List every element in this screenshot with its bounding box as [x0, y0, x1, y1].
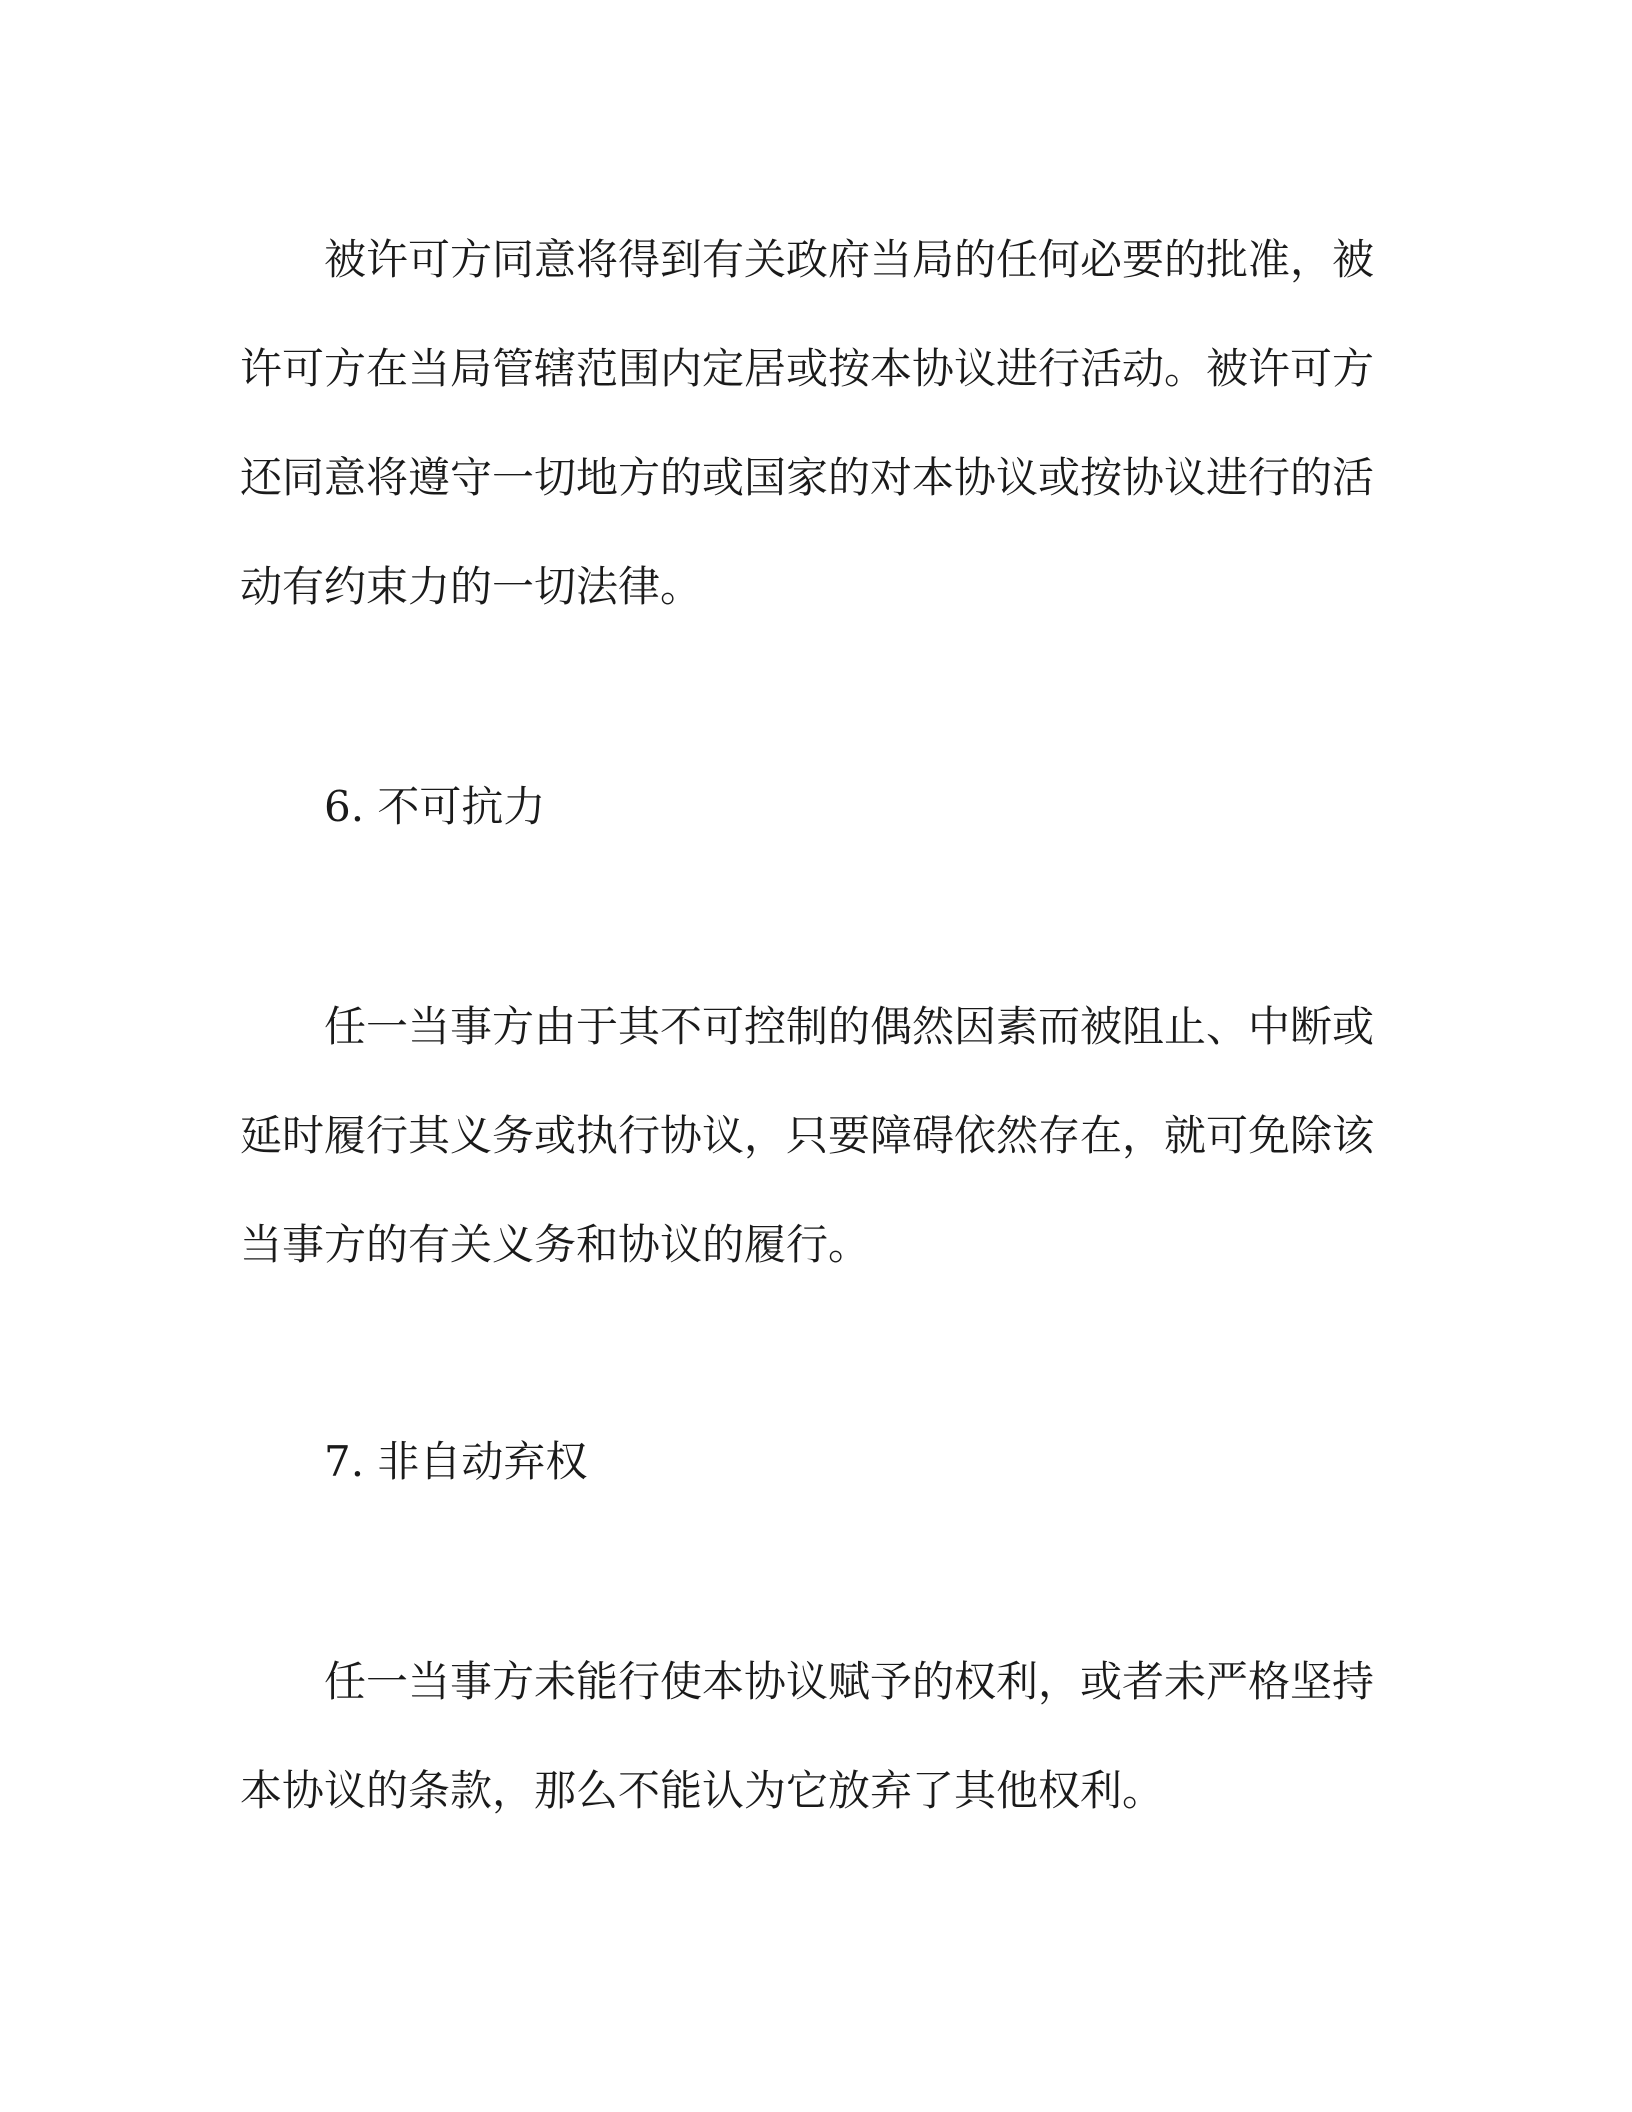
paragraph-force-majeure: 任一当事方由于其不可控制的偶然因素而被阻止、中断或延时履行其义务或执行协议，只要障碍依然存在，就可免除该当事方的有关义务和协议的履行。 — [240, 1002, 1375, 1269]
paragraph-approvals: 被许可方同意将得到有关政府当局的任何必要的批准，被许可方在当局管辖范围内定居或按本协议进行活动。被许可方还同意将遵守一切地方的或国家的对本协议或按协议进行的活动有约束力的一切法律。 — [240, 235, 1375, 611]
section-heading-non-waiver: 7. 非自动弃权 — [324, 1437, 588, 1486]
paragraph-non-waiver: 任一当事方未能行使本协议赋予的权利，或者未严格坚持本协议的条款，那么不能认为它放弃了其他权利。 — [240, 1657, 1375, 1815]
section-heading-force-majeure: 6. 不可抗力 — [324, 782, 546, 831]
